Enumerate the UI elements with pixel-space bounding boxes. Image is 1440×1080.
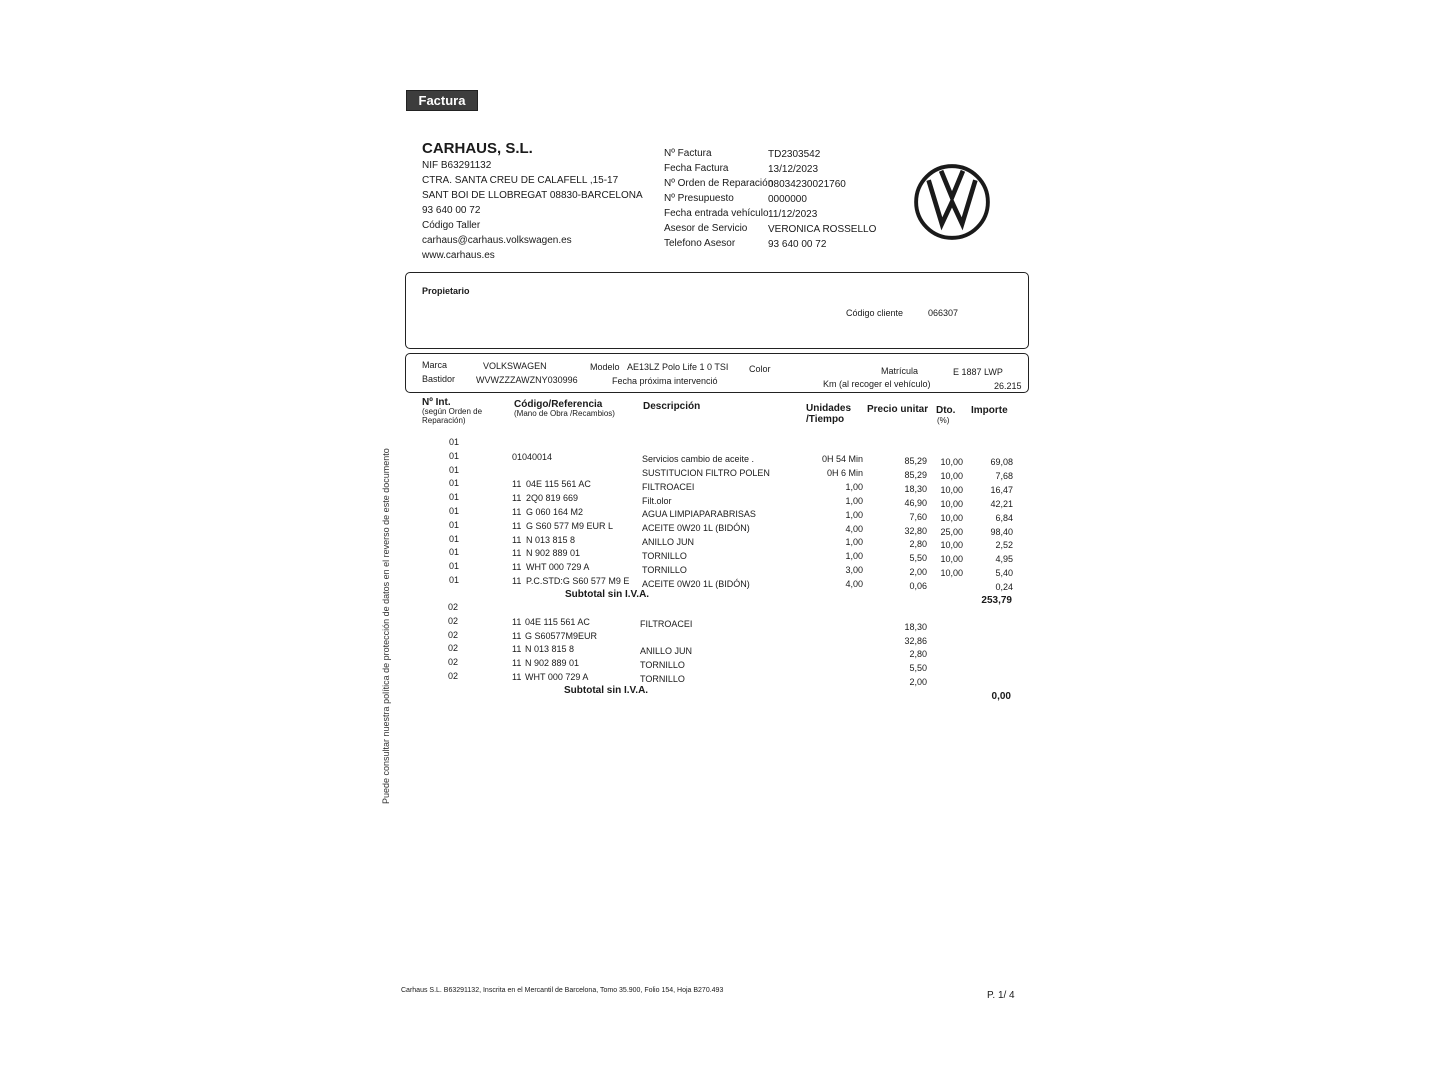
row-code: 01040014	[512, 451, 553, 462]
col-int-sub2: Reparación)	[422, 416, 466, 425]
document-type-tag: Factura	[406, 90, 478, 111]
row-units: 0H 54 Min	[821, 453, 863, 464]
row-prefix: 11	[512, 507, 522, 517]
row-unit-price: 2,80	[909, 649, 927, 660]
repair-order-number: 08034230021760	[768, 179, 846, 190]
row-discount: 10,00	[940, 498, 963, 509]
brand-label: Marca	[422, 360, 448, 370]
invoice-values	[768, 147, 876, 252]
row-code: G S60577M9EUR	[525, 630, 598, 641]
row-discount: 10,00	[940, 568, 963, 579]
row-int: 01	[449, 492, 460, 503]
row-unit-price: 5,50	[909, 663, 927, 674]
col-code-sub: (Mano de Obra /Recambios)	[514, 409, 615, 418]
next-intervention-label: Fecha próxima intervenció	[612, 376, 718, 386]
model-label: Modelo	[590, 362, 620, 372]
row-amount: 42,21	[990, 498, 1013, 509]
row-prefix: 11	[512, 672, 522, 682]
km-label: Km (al recoger el vehículo)	[823, 379, 931, 389]
row-int: 02	[448, 602, 459, 612]
row-code: 04E 115 561 AC	[525, 616, 590, 627]
row-int: 01	[449, 561, 460, 572]
row-int: 02	[448, 643, 459, 654]
company-address: CTRA. SANTA CREU DE CALAFELL ,15-17	[422, 175, 619, 186]
col-discount: Dto.	[936, 405, 956, 416]
company-name: CARHAUS, S.L.	[422, 140, 533, 157]
row-units: 0H 6 Min	[826, 467, 863, 478]
row-unit-price: 5,50	[909, 553, 927, 564]
row-int: 01	[449, 437, 460, 447]
row-description: ACEITE 0W20 1L (BIDÓN)	[642, 523, 750, 534]
chassis-label: Bastidor	[422, 374, 456, 384]
brand-value: VOLKSWAGEN	[483, 361, 547, 371]
row-description: ANILLO JUN	[640, 646, 693, 657]
row-description: Filt.olor	[642, 495, 672, 506]
row-amount: 6,84	[995, 512, 1013, 523]
entry-date-label: Fecha entrada vehículo	[664, 208, 769, 219]
row-amount: 98,40	[990, 526, 1013, 537]
client-code: 066307	[928, 308, 959, 318]
chassis-value: WVWZZZAWZNY030996	[476, 375, 578, 385]
row-discount: 10,00	[940, 540, 963, 551]
col-code: Código/Referencia	[514, 399, 603, 410]
row-description: AGUA LIMPIAPARABRISAS	[642, 509, 756, 520]
row-units: 1,00	[845, 495, 863, 506]
row-amount: 5,40	[995, 568, 1013, 579]
row-unit-price: 32,86	[904, 635, 927, 646]
col-price: Precio unitar	[867, 404, 929, 415]
budget-number-label: Nº Presupuesto	[664, 193, 734, 204]
subtotal-label-2: Subtotal sin I.V.A.	[564, 685, 649, 696]
row-int: 02	[448, 657, 459, 668]
row-units: 4,00	[845, 579, 863, 590]
owner-label: Propietario	[422, 286, 470, 296]
row-amount: 2,52	[995, 540, 1013, 551]
row-unit-price: 85,29	[904, 469, 927, 480]
row-prefix: 11	[512, 658, 522, 669]
row-int: 01	[449, 464, 460, 475]
budget-number: 0000000	[768, 194, 807, 205]
subtotal-label-1: Subtotal sin I.V.A.	[565, 589, 650, 600]
row-int: 01	[449, 450, 460, 461]
row-prefix: 11	[512, 616, 522, 627]
row-units: 1,00	[845, 537, 863, 548]
vw-logo-icon	[913, 163, 991, 241]
invoice-date-label: Fecha Factura	[664, 163, 729, 174]
service-advisor: VERONICA ROSSELLO	[768, 224, 877, 235]
vehicle-box	[405, 353, 1029, 393]
row-discount: 25,00	[940, 526, 963, 537]
row-code: WHT 000 729 A	[526, 562, 590, 573]
client-code-label: Código cliente	[846, 308, 904, 318]
row-prefix: 11	[512, 548, 522, 559]
privacy-side-note: Puede consultar nuestra política de protección de datos en el reverso de este documento	[381, 448, 391, 804]
row-description: TORNILLO	[640, 674, 685, 684]
row-description: ANILLO JUN	[642, 537, 695, 548]
model-value: AE13LZ Polo Life 1 0 TSI	[627, 362, 729, 372]
row-prefix: 11	[512, 479, 522, 490]
row-int: 02	[448, 671, 459, 681]
row-amount: 16,47	[990, 484, 1013, 495]
color-label: Color	[749, 364, 771, 374]
company-city: SANT BOI DE LLOBREGAT 08830-BARCELONA	[422, 190, 643, 201]
row-description: FILTROACEI	[642, 481, 695, 492]
repair-order-label: Nº Orden de Reparación	[664, 178, 774, 189]
row-prefix: 11	[512, 534, 522, 545]
row-code: 2Q0 819 669	[526, 493, 579, 504]
plate-value: E 1887 LWP	[953, 367, 1003, 377]
row-discount: 10,00	[940, 470, 963, 481]
row-code: P.C.STD:G S60 577 M9 E	[526, 576, 630, 586]
row-units: 4,00	[845, 523, 863, 534]
row-discount: 10,00	[940, 456, 963, 467]
owner-box	[405, 272, 1029, 349]
row-unit-price: 2,80	[909, 539, 927, 550]
row-code: N 013 815 8	[525, 644, 575, 655]
row-discount: 10,00	[940, 512, 963, 523]
row-units: 1,00	[845, 509, 863, 520]
company-email: carhaus@carhaus.volkswagen.es	[422, 235, 572, 246]
km-value: 26.215	[994, 381, 1022, 391]
advisor-phone-label: Telefono Asesor	[664, 238, 736, 249]
row-unit-price: 46,90	[904, 497, 927, 508]
row-units: 1,00	[845, 551, 863, 562]
row-code: N 902 889 01	[526, 548, 581, 559]
service-advisor-label: Asesor de Servicio	[664, 223, 748, 234]
row-description: ACEITE 0W20 1L (BIDÓN)	[642, 578, 750, 589]
row-int: 02	[448, 615, 459, 626]
plate-label: Matrícula	[881, 366, 919, 376]
invoice-labels	[664, 146, 773, 251]
col-amount: Importe	[971, 405, 1008, 416]
row-int: 01	[449, 575, 460, 585]
row-prefix: 11	[512, 644, 522, 655]
row-amount: 7,68	[995, 470, 1013, 481]
col-discount-sub: (%)	[937, 416, 950, 425]
row-int: 01	[449, 506, 460, 516]
row-description: TORNILLO	[642, 564, 687, 575]
invoice-number: TD2303542	[768, 149, 821, 160]
row-amount: 69,08	[990, 456, 1013, 467]
row-int: 01	[449, 519, 460, 530]
col-units: Unidades	[806, 403, 852, 414]
footer-legal-text: Carhaus S.L. B63291132, Inscrita en el Mercantil de Barcelona, Tomo 35.900, Folio 154, Hoja B270.493	[401, 987, 724, 994]
invoice-date: 13/12/2023	[768, 164, 819, 175]
company-details	[422, 158, 643, 263]
row-description: SUSTITUCION FILTRO POLEN	[642, 467, 770, 478]
row-int: 02	[448, 629, 459, 640]
row-code: G S60 577 M9 EUR L	[526, 520, 614, 531]
col-units-2: /Tiempo	[806, 414, 845, 425]
row-prefix: 11	[512, 520, 522, 531]
row-code: N 013 815 8	[526, 534, 576, 545]
page-number: P. 1/ 4	[987, 990, 1015, 1001]
col-int: Nº Int.	[422, 397, 451, 408]
row-unit-price: 7,60	[909, 511, 927, 522]
entry-date: 11/12/2023	[768, 209, 818, 220]
company-website: www.carhaus.es	[422, 250, 495, 261]
row-units: 3,00	[845, 565, 863, 576]
row-unit-price: 18,30	[904, 621, 927, 632]
subtotal-value-1: 253,79	[981, 595, 1012, 606]
row-code: N 902 889 01	[525, 658, 580, 669]
row-description: TORNILLO	[640, 660, 685, 671]
row-description: TORNILLO	[642, 551, 687, 562]
col-int-sub1: (según Orden de	[422, 407, 483, 416]
row-units: 1,00	[845, 481, 863, 492]
row-int: 01	[449, 533, 460, 544]
row-int: 01	[449, 478, 460, 489]
row-discount: 10,00	[940, 484, 963, 495]
advisor-phone: 93 640 00 72	[768, 239, 827, 250]
row-unit-price: 18,30	[904, 483, 927, 494]
row-unit-price: 32,80	[904, 525, 927, 536]
row-unit-price: 2,00	[909, 567, 927, 578]
row-description: Servicios cambio de aceite .	[642, 453, 755, 464]
row-code: 04E 115 561 AC	[526, 479, 591, 490]
row-prefix: 11	[512, 562, 522, 573]
row-unit-price: 2,00	[909, 677, 927, 687]
row-unit-price: 0,06	[909, 581, 927, 592]
row-prefix: 11	[512, 576, 522, 586]
row-prefix: 11	[512, 493, 522, 504]
row-amount: 0,24	[995, 582, 1013, 593]
company-workshop-code: Código Taller	[422, 220, 481, 231]
row-unit-price: 85,29	[904, 455, 927, 466]
row-int: 01	[449, 547, 460, 558]
company-phone: 93 640 00 72	[422, 205, 481, 216]
row-amount: 4,95	[995, 554, 1013, 565]
row-code: WHT 000 729 A	[525, 672, 589, 682]
row-description: FILTROACEI	[640, 618, 693, 629]
row-prefix: 11	[512, 630, 522, 641]
invoice-number-label: Nº Factura	[664, 148, 712, 159]
row-discount: 10,00	[940, 554, 963, 565]
company-nif: NIF B63291132	[422, 160, 492, 171]
row-code: G 060 164 M2	[526, 507, 584, 517]
col-description: Descripción	[643, 401, 701, 412]
subtotal-value-2: 0,00	[991, 691, 1011, 702]
